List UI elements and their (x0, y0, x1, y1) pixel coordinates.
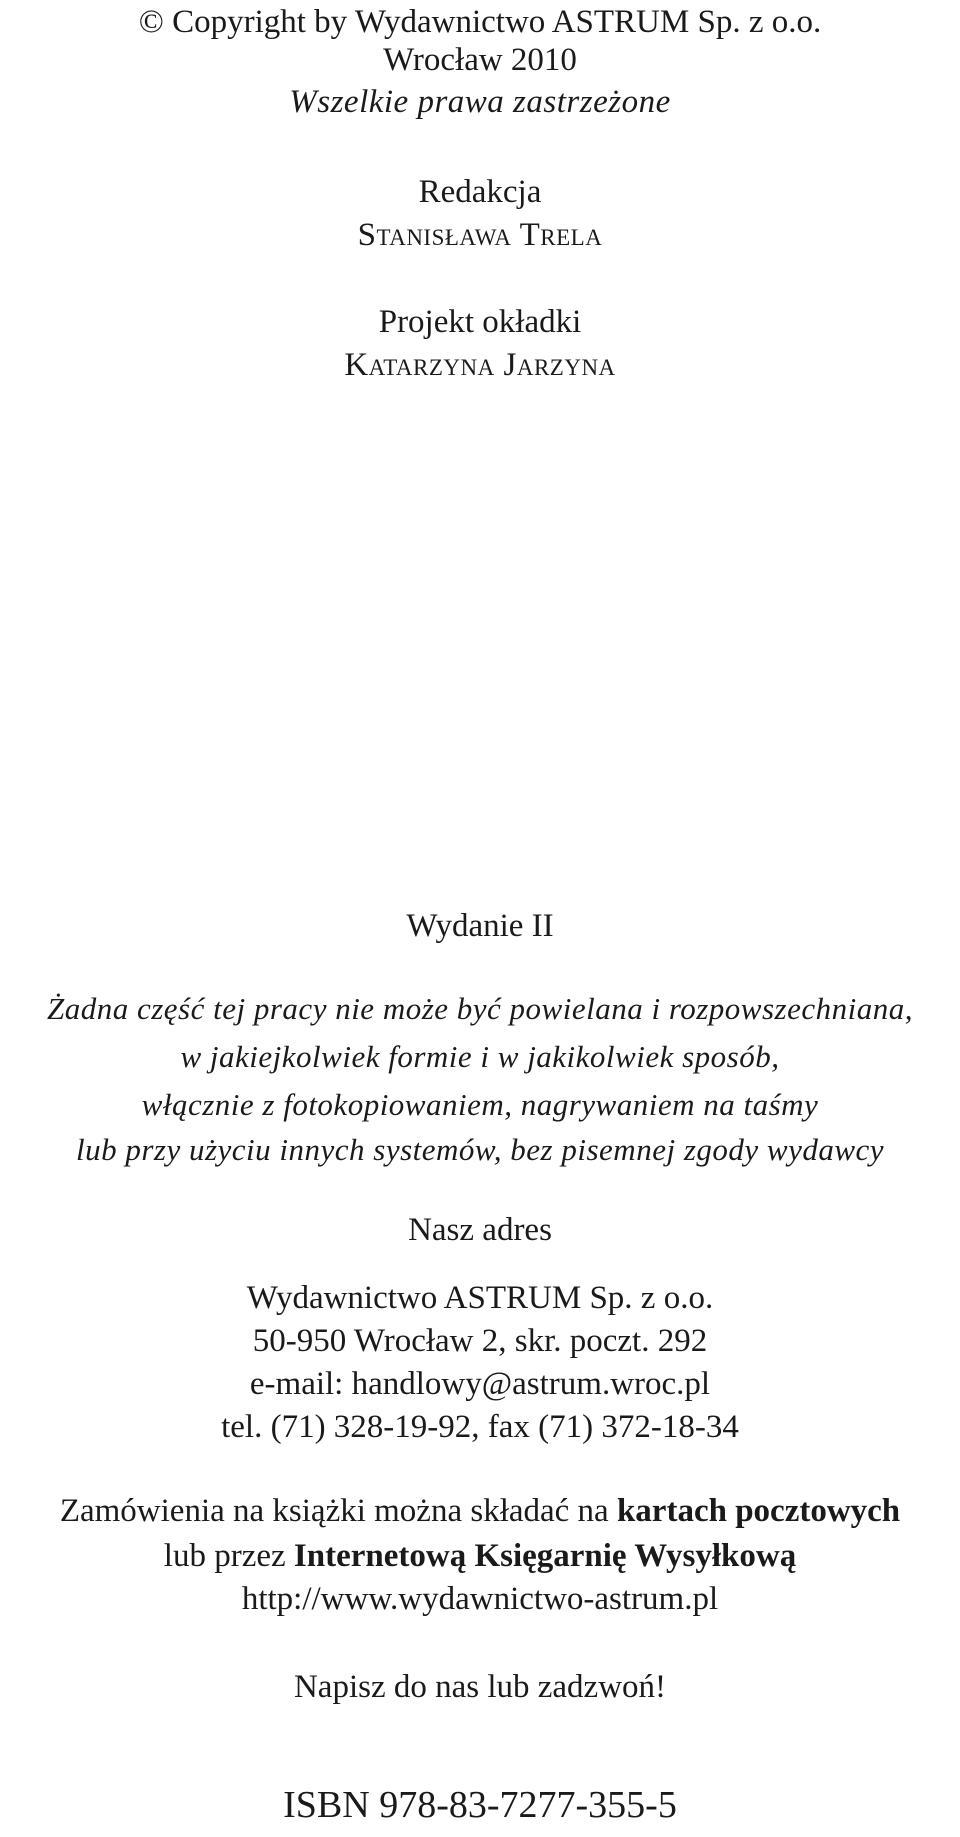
orders-text: Zamówienia na książki można składać na (59, 1493, 617, 1529)
cover-designer-name: Katarzyna Jarzyna (344, 347, 616, 383)
orders-text: lub przez (163, 1538, 294, 1574)
orders-line-2 (0, 1540, 960, 1573)
orders-bold-text: Internetową Księgarnię Wysyłkową (293, 1538, 797, 1574)
website-url: http://www.wydawnictwo-astrum.pl (241, 1581, 719, 1617)
address-heading: Nasz adres (408, 1212, 552, 1248)
cover-label: Projekt okładki (378, 304, 582, 340)
editing-label: Redakcja (418, 174, 542, 210)
isbn: ISBN 978-83-7277-355-5 (283, 1784, 677, 1826)
notice-line: w jakiejkolwiek formie i w jakikolwiek sposób, (180, 1039, 780, 1074)
notice-line: włącznie z fotokopiowaniem, nagrywaniem na taśmy (141, 1087, 819, 1122)
phone-line: tel. (71) 328-19-92, fax (71) 372-18-34 (221, 1409, 739, 1445)
edition: Wydanie II (406, 908, 554, 944)
notice-line: Żadna część tej pracy nie może być powielana i rozpowszechniana, (46, 991, 913, 1026)
rights-reserved: Wszelkie prawa zastrzeżone (289, 84, 671, 120)
copyright-line: © Copyright by Wydawnictwo ASTRUM Sp. z o.o. (138, 4, 822, 40)
contact-invitation: Napisz do nas lub zadzwoń! (293, 1669, 667, 1705)
address-line: 50-950 Wrocław 2, skr. poczt. 292 (252, 1323, 708, 1359)
notice-line: lub przy użyciu innych systemów, bez pisemnej zgody wydawcy (75, 1132, 885, 1167)
editor-name: Stanisława Trela (357, 217, 603, 253)
orders-bold-text: kartach pocztowych (616, 1493, 901, 1529)
email-line: e-mail: handlowy@astrum.wroc.pl (249, 1366, 711, 1402)
address-line: Wydawnictwo ASTRUM Sp. z o.o. (246, 1280, 714, 1316)
place-year: Wrocław 2010 (383, 42, 577, 78)
orders-line-1 (0, 1495, 960, 1528)
